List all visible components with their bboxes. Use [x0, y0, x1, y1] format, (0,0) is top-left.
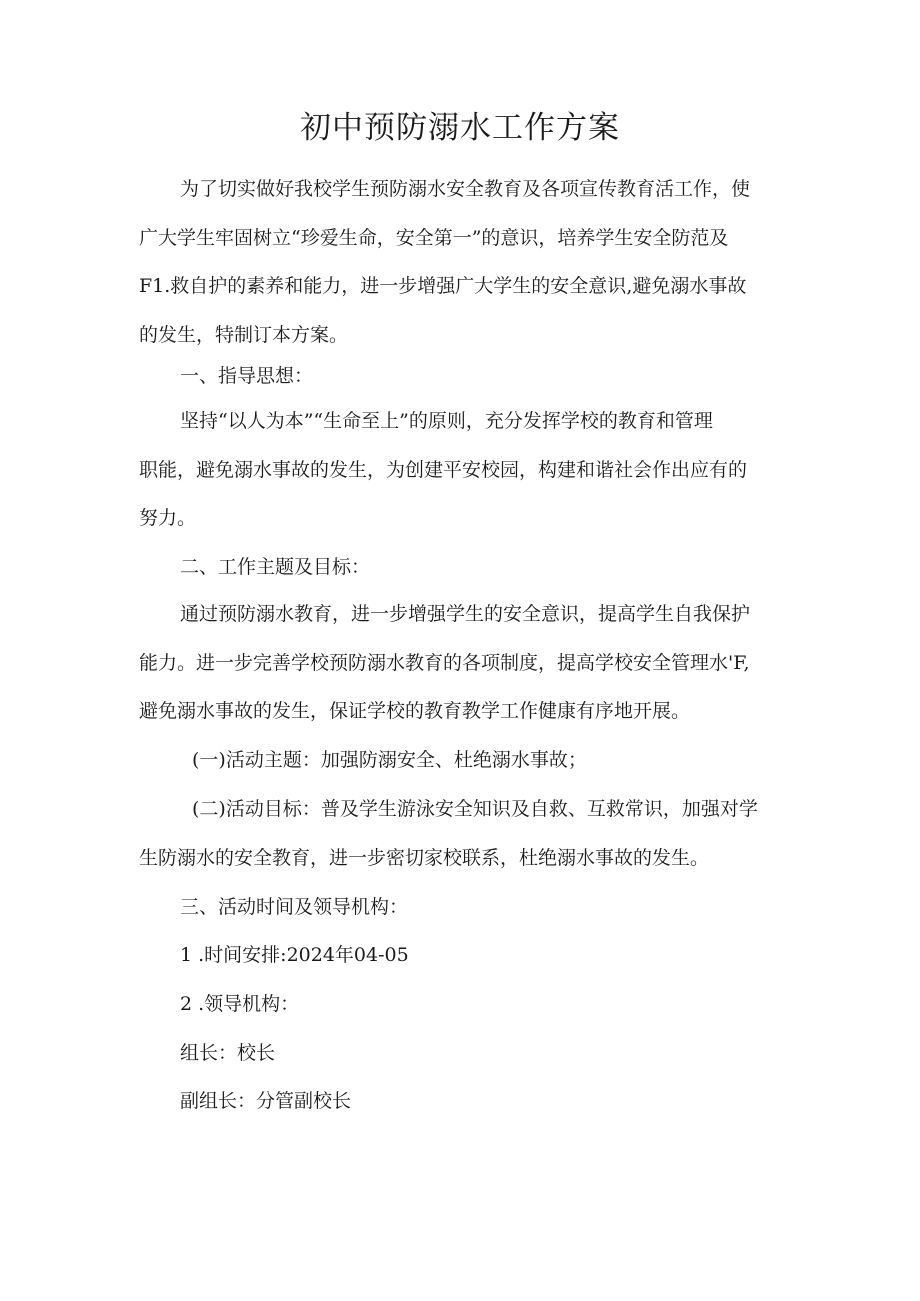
text-line: 生防溺水的安全教育，进一步密切家校联系，杜绝溺水事故的发生。: [139, 846, 710, 869]
text-line: 2 .领导机构：: [180, 993, 300, 1015]
text-line: 的发生，特制订本方案。: [139, 323, 349, 346]
section-1-heading: [139, 352, 791, 401]
text-line: 广大学生牢固树立“珍爱生命，安全第一”的意识，培养学生安全防范及: [139, 226, 729, 249]
text-line: 努力。: [139, 507, 197, 529]
text-line: (二)活动目标：普及学生游泳安全知识及自救、互救常识，加强对学: [192, 798, 758, 820]
section-2-paragraph: [139, 590, 791, 736]
text-line: F1.救自护的素养和能力，进一步增强广大学生的安全意识,避免溺水事故: [139, 275, 747, 297]
text-line: 通过预防溺水教育，进一步增强学生的安全意识，提高学生自我保护: [180, 603, 751, 625]
text-line: 职能，避免溺水事故的发生，为创建平安校园，构建和谐社会作出应有的: [139, 458, 748, 481]
section-3-heading: [139, 883, 791, 932]
text-line: 坚持“以人为本”“生命至上”的原则，充分发挥学校的教育和管理: [180, 410, 713, 432]
leader-item: [139, 1029, 791, 1078]
activity-goal: [139, 785, 791, 882]
text-line: 为了切实做好我校学生预防溺水安全教育及各项宣传教育活工作，使: [180, 178, 751, 200]
text-line: 1 .时间安排:2024年04-05: [180, 944, 409, 966]
text-line: 能力。进一步完善学校预防溺水教育的各项制度，提高学校安全管理水'F,: [139, 651, 750, 674]
section-2-heading: [139, 543, 791, 592]
deputy-leader-item: [139, 1077, 791, 1126]
heading-text: 二、工作主题及目标：: [180, 556, 371, 578]
text-line: 副组长：分管副校长: [180, 1090, 352, 1112]
time-item: [139, 931, 791, 980]
org-item: [139, 980, 791, 1029]
document-title: 初中预防溺水工作方案: [300, 110, 620, 146]
activity-theme: [139, 736, 791, 785]
text-line: 组长：校长: [180, 1042, 276, 1064]
heading-text: 三、活动时间及领导机构：: [180, 896, 409, 918]
section-1-paragraph: [139, 397, 791, 543]
text-line: (一)活动主题：加强防溺安全、杜绝溺水事故；: [192, 749, 587, 771]
heading-text: 一、指导思想：: [180, 365, 314, 387]
text-line: 避免溺水事故的发生，保证学校的教育教学工作健康有序地开展。: [139, 700, 691, 722]
intro-paragraph: [139, 165, 791, 359]
